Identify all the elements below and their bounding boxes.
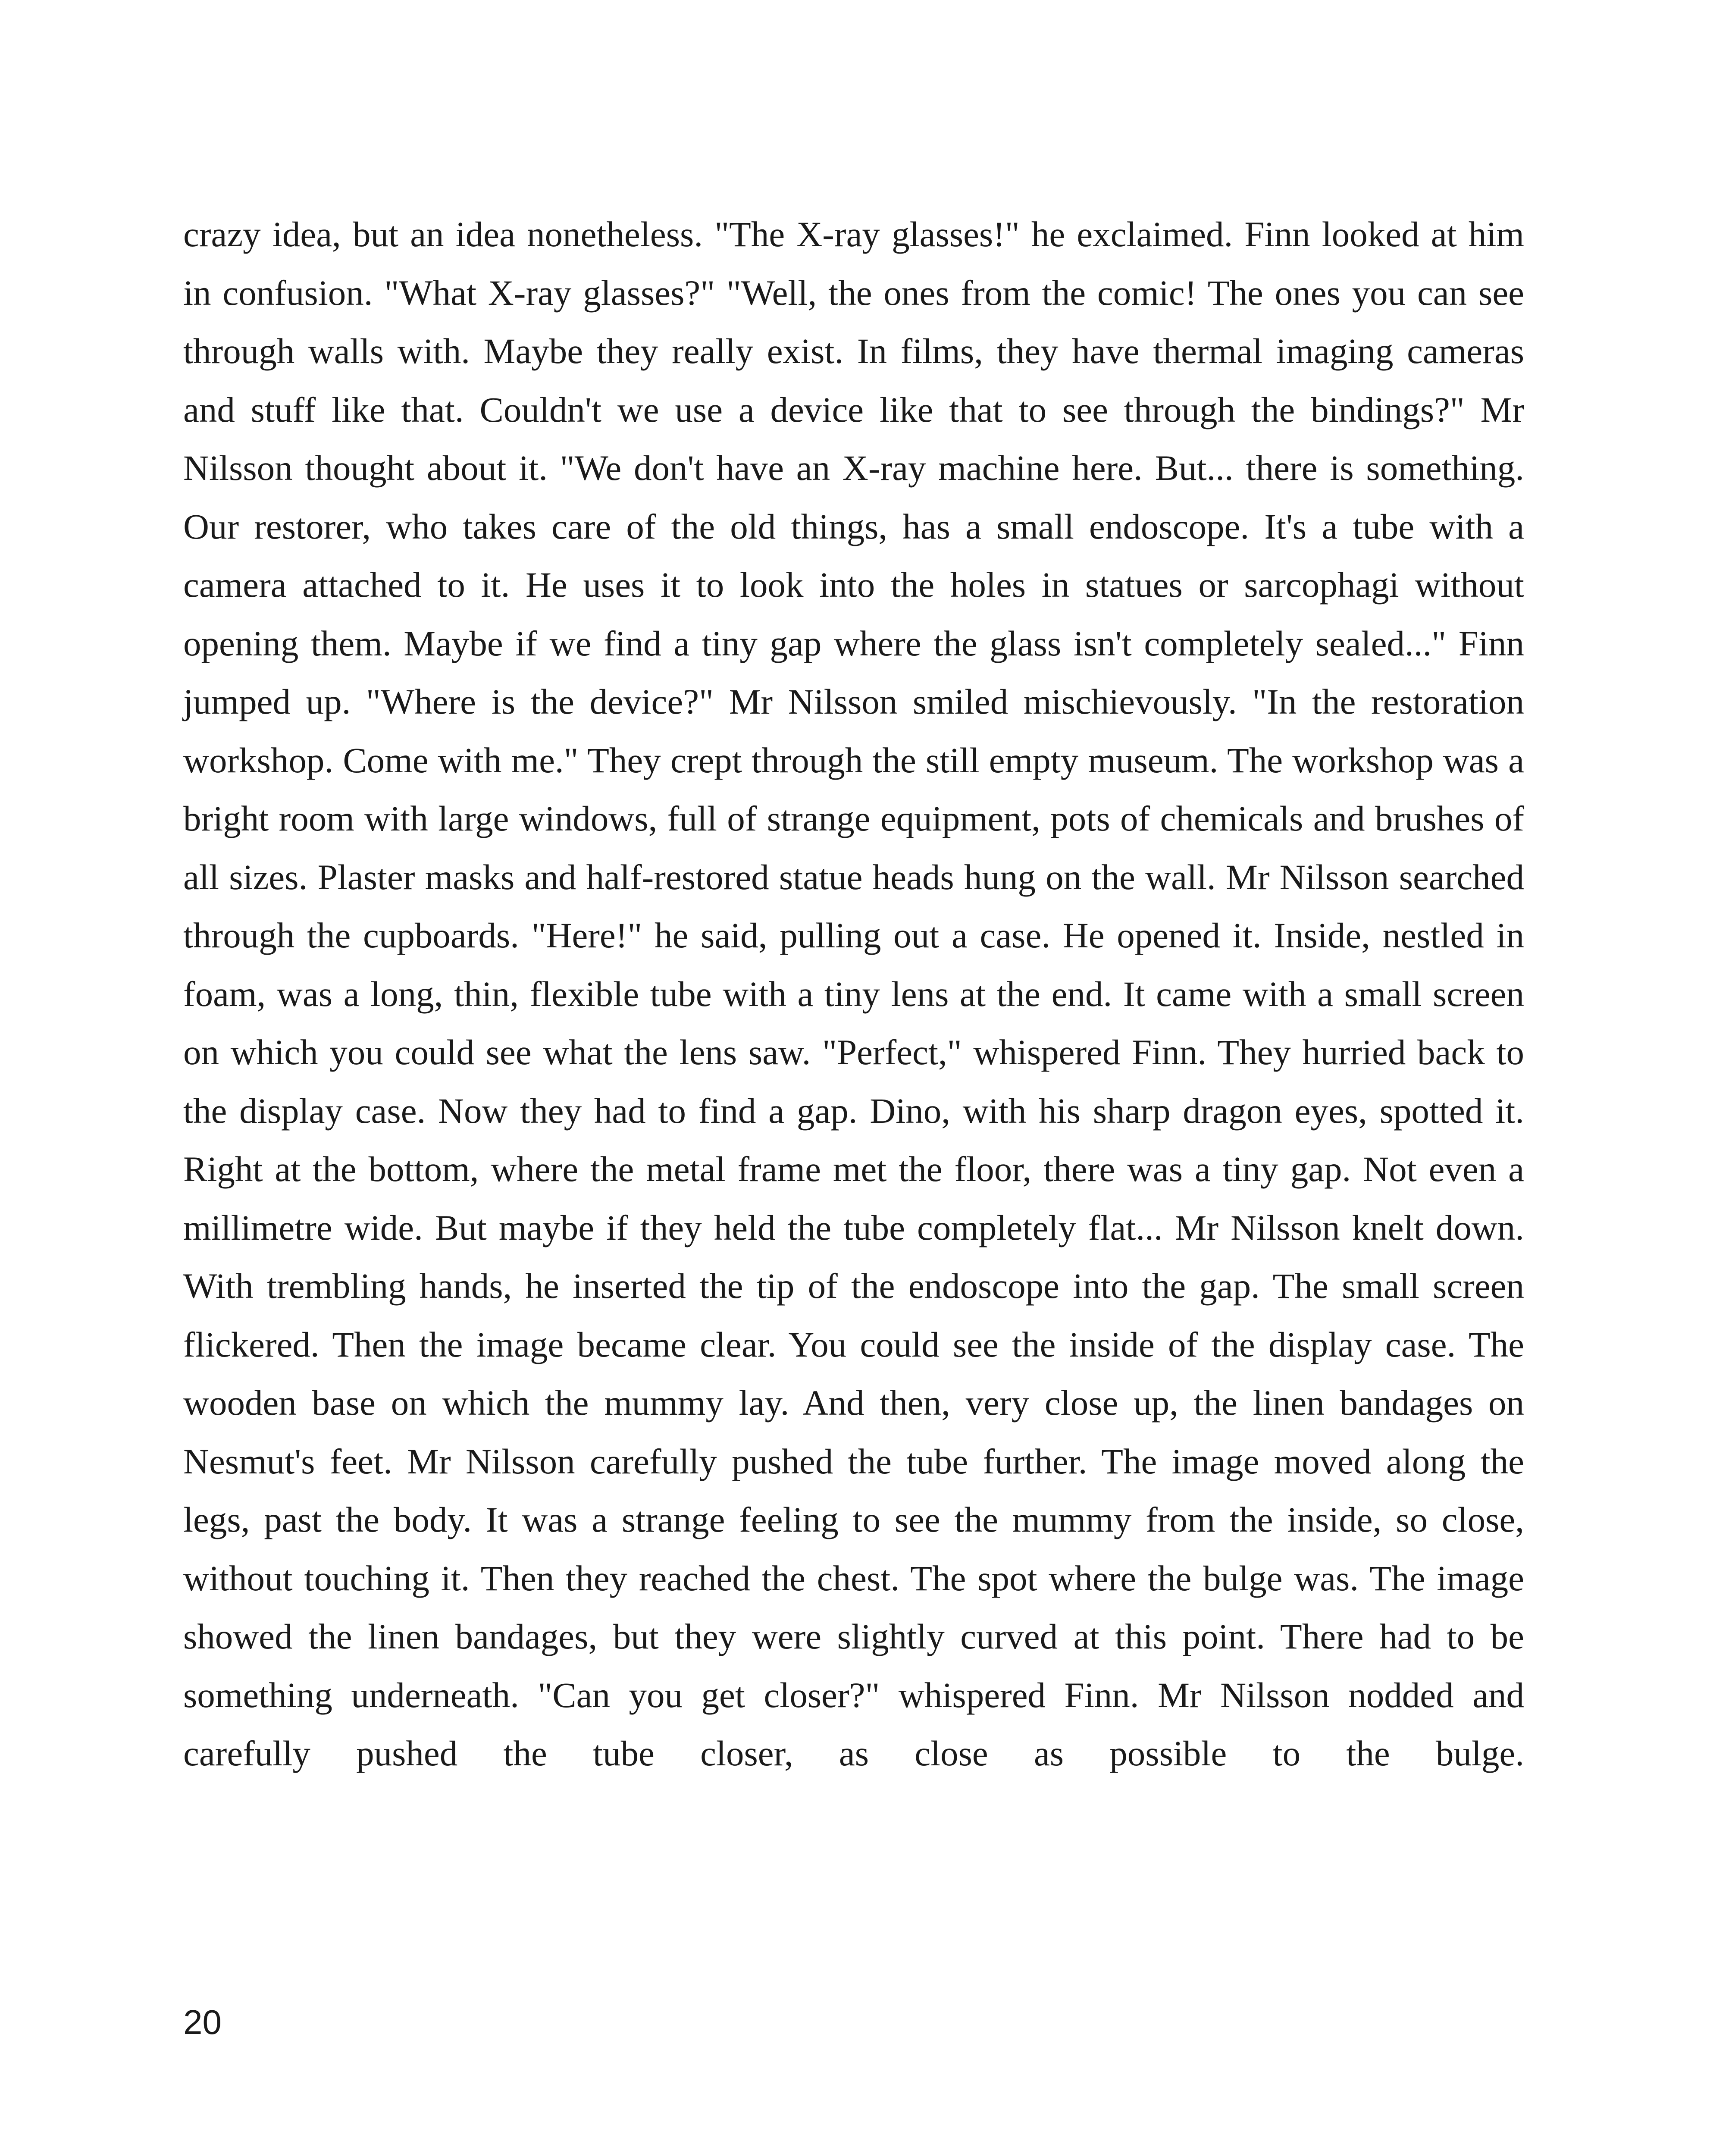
page-number: 20 xyxy=(183,2003,222,2041)
body-paragraph: crazy idea, but an idea nonetheless. "The X-ray glasses!" he exclaimed. Finn looked at him in confusion. "What X-ray glasses?" "Well, the ones from the comic! The ones you can see through walls with. Maybe they really exist. In films, they have thermal imaging cameras and stuff like that. Couldn't we use a device like that to see through the bindings?" Mr Nilsson thought about it. "We don't have an X-ray machine here. But... there is something. Our restorer, who takes care of the old things, has a small endoscope. It's a tube with a camera attached to it. He uses it to look into the holes in statues or sarcophagi without opening them. Maybe if we find a tiny gap where the glass isn't completely sealed..." Finn jumped up. "Where is the device?" Mr Nilsson smiled mischievously. "In the restoration workshop. Come with me." They crept through the still empty museum. The workshop was a bright room with large windows, full of strange equipment, pots of chemicals and brushes of all sizes. Plaster masks and half-restored statue heads hung on the wall. Mr Nilsson searched through the cupboards. "Here!" he said, pulling out a case. He opened it. Inside, nestled in foam, was a long, thin, flexible tube with a tiny lens at the end. It came with a small screen on which you could see what the lens saw. "Perfect," whispered Finn. They hurried back to the display case. Now they had to find a gap. Dino, with his sharp dragon eyes, spotted it. Right at the bottom, where the metal frame met the floor, there was a tiny gap. Not even a millimetre wide. But maybe if they held the tube completely flat... Mr Nilsson knelt down. With trembling hands, he inserted the tip of the endoscope into the gap. The small screen flickered. Then the image became clear. You could see the inside of the display case. The wooden base on which the mummy lay. And then, very close up, the linen bandages on Nesmut's feet. Mr Nilsson carefully pushed the tube further. The image moved along the legs, past the body. It was a strange feeling to see the mummy from the inside, so close, without touching it. Then they reached the chest. The spot where the bulge was. The image showed the linen bandages, but they were slightly curved at this point. There had to be something underneath. "Can you get closer?" whispered Finn. Mr Nilsson nodded and carefully pushed the tube closer, as close as possible to the bulge. xyxy=(183,214,1524,1773)
